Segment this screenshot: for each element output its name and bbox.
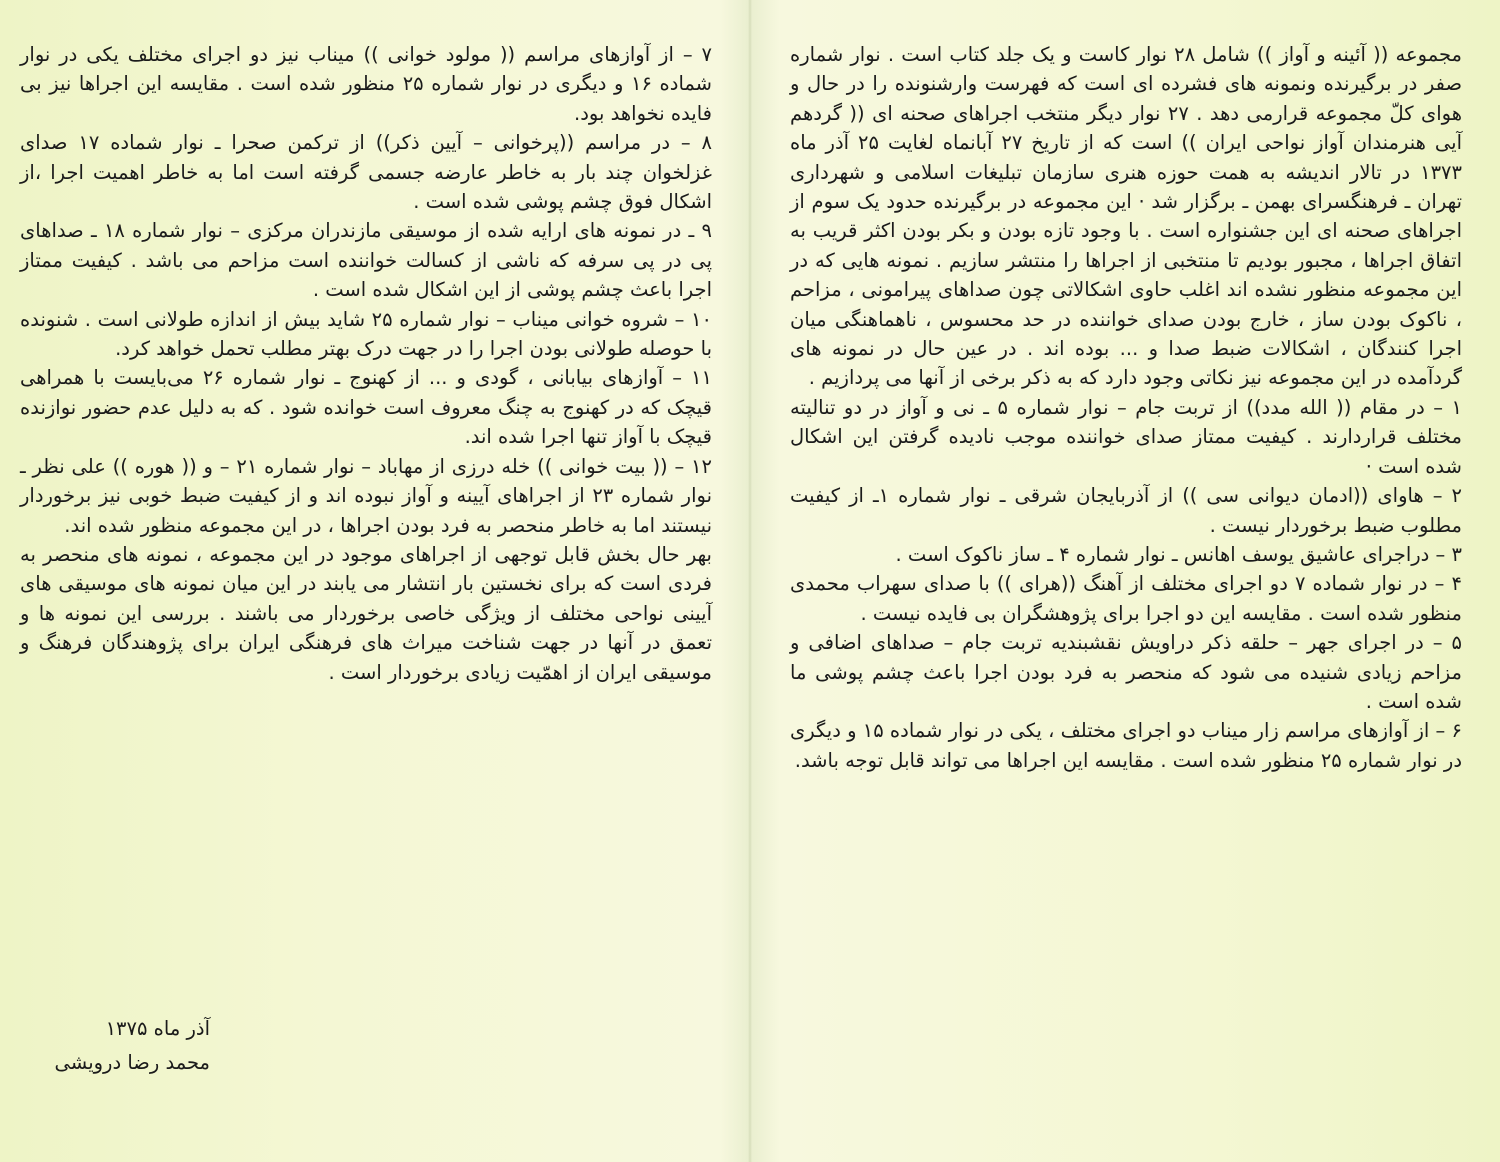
note-8-paragraph: ۸ – در مراسم ((پرخوانی – آیین ذکر)) از ترکمن صحرا ـ نوار شماده ۱۷ صدای غزلخوان چند بار به خاطر عارضه جسمی گرفته است اما به خاطر اهمیت اجرا ،از اشکال فوق چشم پوشی شده است . (20, 131, 712, 214)
note-12-paragraph: ۱۲ – (( بیت خوانی )) خله درزی از مهاباد – نوار شماره ۲۱ – و (( هوره )) علی نظر ـ نوار شماره ۲۳ از اجراهای آیینه و آواز نبوده اند و از کیفیت ضبط خوبی نیز برخوردار نیستند اما به خاطر منحصر به فرد بودن اجراها ، در این مجموعه منظور شده اند. (20, 454, 712, 537)
signature-block (20, 1012, 210, 1080)
note-10-paragraph: ۱۰ – شروه خوانی میناب – نوار شماره ۲۵ شاید بیش از اندازه طولانی است . شنونده با حوصله طولانی بودن اجرا را در جهت درک بهتر مطلب تحمل خواهد کرد. (20, 307, 712, 361)
intro-paragraph: مجموعه (( آئینه و آواز )) شامل ۲۸ نوار کاست و یک جلد کتاب است . نوار شماره صفر در برگیرنده ونمونه های فشرده ای است که فهرست وارشنونده را در حال و هوای کلّ مجموعه قرارمی دهد . ۲۷ نوار دیگر منتخب اجراهای صحنه ای (( گردهم آیی هنرمندان آواز نواحی ایران )) است که از تاریخ ۲۷ آبانماه لغایت ۲۵ آذر ماه ۱۳۷۳ در تالار اندیشه به همت حوزه هنری سازمان تبلیغات اسلامی و شهرداری تهران ـ فرهنگسرای بهمن ـ برگزار شد · این مجموعه در برگیرنده حدود یک سوم از اجراهای صحنه ای این جشنواره است . با وجود تازه بودن و بکر بودن اکثر قریب به اتفاق اجراها ، مجبور بودیم تا منتخبی از اجراها را منتشر سازیم . نمونه هایی که در این مجموعه منظور نشده اند اغلب حاوی اشکالاتی چون صداهای پیرامونی ، مزاحم ، ناکوک بودن ساز ، خارج بودن صدای خواننده در حد محسوس ، ناهماهنگی میان اجرا کنندگان ، اشکالات ضبط صدا و ... بوده اند . در عین حال در نمونه های گردآمده در این مجموعه نیز نکاتی وجود دارد که به ذکر برخی از آنها می پردازیم . (790, 43, 1463, 390)
closing-paragraph: بهر حال بخش قابل توجهی از اجراهای موجود در این مجموعه ، نمونه های منحصر به فردی است که برای نخستین بار انتشار می یابند در این میان نمونه های موسیقی های آیینی نواحی مختلف از ویژگی خاصی برخوردار می باشند . بررسی این نمونه ها و تعمق در آنها در جهت شناخت میراث های فرهنگی ایران برای پژوهندگان فرهنگ و موسیقی ایران از اهمّیت زیادی برخوردار است . (20, 542, 712, 684)
note-6-paragraph: ۶ – از آوازهای مراسم زار میناب دو اجرای مختلف ، یکی در نوار شماده ۱۵ و دیگری در نوار شماره ۲۵ منظور شده است . مقایسه این اجراها می تواند قابل توجه باشد. (790, 719, 1463, 772)
signature-author: محمد رضا درویشی (54, 1051, 210, 1074)
note-5-paragraph: ۵ – در اجرای جهر – حلقه ذکر دراویش نقشبندیه تربت جام – صداهای اضافی و مزاحم زیادی شنیده می شود که منحصر به فرد بودن اجرا باعث چشم پوشی ما شده است . (790, 631, 1462, 713)
note-7-paragraph: ۷ – از آوازهای مراسم (( مولود خوانی )) میناب نیز دو اجرای مختلف یکی در نوار شماده ۱۶ و دیگری در نوار شماره ۲۵ منظور شده است . مقایسه این اجراها نیز بی فایده نخواهد بود. (20, 43, 712, 125)
note-4-paragraph: ۴ – در نوار شماده ۷ دو اجرای مختلف از آهنگ ((هرای )) با صدای سهراب محمدی منظور شده است . مقایسه این دو اجرا برای پژوهشگران بی فایده نیست . (790, 572, 1462, 625)
note-9-paragraph: ۹ ـ در نمونه های ارایه شده از موسیقی مازندران مرکزی – نوار شماره ۱۸ ـ صداهای پی در پی سرفه که ناشی از کسالت خواننده است مزاحم می باشد . کیفیت ممتاز اجرا باعث چشم پوشی از این اشکال شده است . (20, 219, 712, 302)
note-1-paragraph: ۱ – در مقام (( الله مدد)) از تربت جام – نوار شماره ۵ ـ نی و آواز در دو تنالیته مختلف قراردارند . کیفیت ممتاز صدای خواننده موجب نادیده گرفتن این اشکال شده است · (790, 395, 1462, 478)
left-page (20, 40, 712, 687)
note-11-paragraph: ۱۱ – آوازهای بیابانی ، گودی و ... از کهنوج ـ نوار شماره ۲۶ می‌بایست با همراهی قیچک که در کهنوج به چنگ معروف است خوانده شود . که به دلیل عدم حضور نوازنده قیچک با آواز تنها اجرا شده اند. (20, 366, 712, 449)
signature-date: آذر ماه ۱۳۷۵ (105, 1017, 210, 1040)
right-page (790, 40, 1462, 775)
page-fold (748, 0, 752, 1162)
note-3-paragraph: ۳ – دراجرای عاشیق یوسف اهانس ـ نوار شماره ۴ ـ ساز ناکوک است . (895, 542, 1462, 566)
note-2-paragraph: ۲ – هاوای ((ادمان دیوانی سی )) از آذربایجان شرقی ـ نوار شماره ۱ـ از کیفیت مطلوب ضبط برخوردار نیست . (790, 484, 1462, 537)
